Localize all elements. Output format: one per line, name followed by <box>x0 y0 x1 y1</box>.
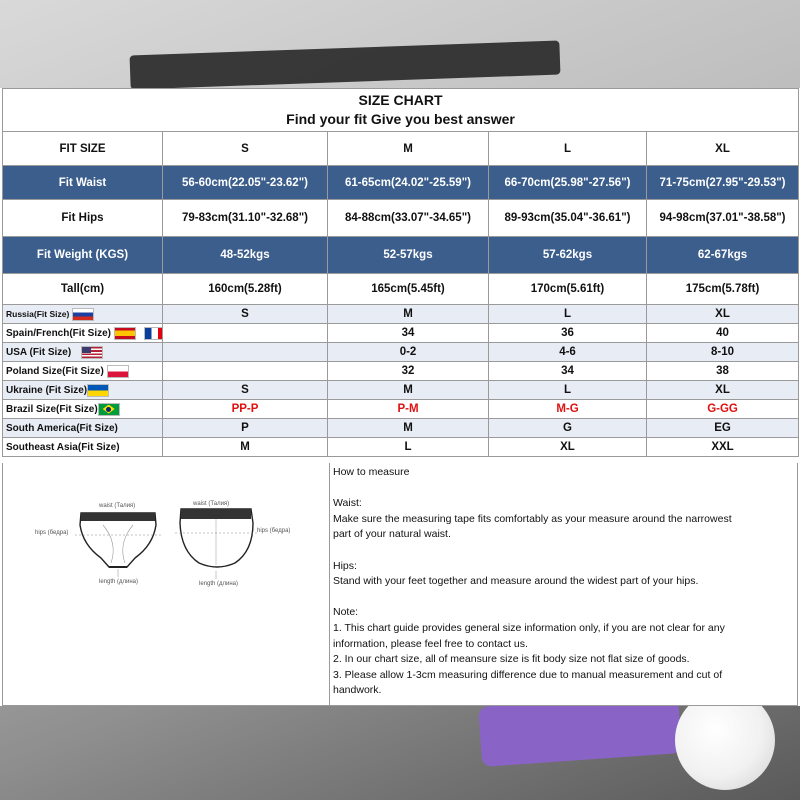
region-value: L <box>489 305 647 324</box>
region-value: PP-P <box>163 400 328 419</box>
hips-m: 84-88cm(33.07"-34.65") <box>328 200 489 237</box>
hips-l: 89-93cm(35.04"-36.61") <box>489 200 647 237</box>
measure-guide-section <box>2 463 798 706</box>
waist-diagram-label: waist (Талия) <box>99 503 136 509</box>
region-label-text: Russia(Fit Size) <box>6 308 70 319</box>
hips-diagram-label-2: hips (бедра) <box>257 528 291 534</box>
size-header-m: M <box>328 132 489 166</box>
region-label-text: Brazil Size(Fit Size) <box>6 403 98 415</box>
region-label-text: Ukraine (Fit Size) <box>6 384 88 396</box>
size-chart-table <box>2 88 799 457</box>
russia-flag-icon <box>72 308 94 321</box>
panties-illustration-icon <box>3 463 328 706</box>
region-label-text: Poland Size(Fit Size) <box>6 365 104 377</box>
region-value: L <box>489 381 647 400</box>
france-flag-icon <box>144 327 162 340</box>
weight-label: Fit Weight (KGS) <box>3 237 163 274</box>
region-value <box>163 324 328 343</box>
region-value: 0-2 <box>328 343 489 362</box>
region-value: M <box>328 419 489 438</box>
weight-row <box>3 237 799 274</box>
region-value: M <box>163 438 328 457</box>
region-value: P-M <box>328 400 489 419</box>
region-value: 8-10 <box>647 343 799 362</box>
waist-label: Fit Waist <box>3 166 163 200</box>
usa-flag-icon <box>81 346 103 359</box>
size-header-l: L <box>489 132 647 166</box>
region-value: 4-6 <box>489 343 647 362</box>
size-header-row <box>3 132 799 166</box>
note-title: Note: <box>333 606 359 619</box>
size-header-xl: XL <box>647 132 799 166</box>
region-value: EG <box>647 419 799 438</box>
note-1a: 1. This chart guide provides general size information only, if you are not clear for any <box>333 621 725 634</box>
region-label-south-america: South America(Fit Size) <box>3 419 163 438</box>
poland-flag-icon <box>107 365 129 378</box>
region-row-russia <box>3 305 799 324</box>
hips-title: Hips: <box>333 559 357 572</box>
region-value: XL <box>647 305 799 324</box>
weight-l: 57-62kgs <box>489 237 647 274</box>
region-row-south-america <box>3 419 799 438</box>
region-value: S <box>163 305 328 324</box>
region-value <box>163 343 328 362</box>
region-value: 34 <box>328 324 489 343</box>
region-value: XXL <box>647 438 799 457</box>
size-chart-sheet <box>0 88 800 706</box>
note-3a: 3. Please allow 1-3cm measuring difference due to manual measurement and cut of <box>333 668 723 681</box>
waist-text-2: part of your natural waist. <box>333 528 451 541</box>
note-2: 2. In our chart size, all of meansure size is fit body size not flat size of goods. <box>333 653 690 666</box>
region-row-spain-france <box>3 324 799 343</box>
region-row-usa <box>3 343 799 362</box>
region-value: L <box>328 438 489 457</box>
waist-text-1: Make sure the measuring tape fits comfortably as your measure around the narrowest <box>333 512 732 525</box>
tall-label: Tall(cm) <box>3 274 163 305</box>
weight-xl: 62-67kgs <box>647 237 799 274</box>
region-value: P <box>163 419 328 438</box>
region-value: M <box>328 305 489 324</box>
length-diagram-label-2: length (длина) <box>199 581 239 587</box>
region-value: 36 <box>489 324 647 343</box>
region-value: M-G <box>489 400 647 419</box>
hips-row <box>3 200 799 237</box>
tall-l: 170cm(5.61ft) <box>489 274 647 305</box>
region-label-usa <box>3 343 163 362</box>
region-value: 32 <box>328 362 489 381</box>
chart-title-text: SIZE CHART <box>358 92 443 108</box>
region-value: XL <box>647 381 799 400</box>
region-value: S <box>163 381 328 400</box>
hips-xl: 94-98cm(37.01"-38.58") <box>647 200 799 237</box>
region-value: 34 <box>489 362 647 381</box>
region-value: G <box>489 419 647 438</box>
region-value: XL <box>489 438 647 457</box>
tall-m: 165cm(5.45ft) <box>328 274 489 305</box>
how-to-measure-text <box>329 463 797 705</box>
measurement-diagram <box>3 463 328 705</box>
hips-label: Fit Hips <box>3 200 163 237</box>
waist-l: 66-70cm(25.98"-27.56") <box>489 166 647 200</box>
region-label-southeast-asia: Southeast Asia(Fit Size) <box>3 438 163 457</box>
waist-xl: 71-75cm(27.95"-29.53") <box>647 166 799 200</box>
hips-text: Stand with your feet together and measure around the widest part of your hips. <box>333 575 699 588</box>
note-3b: handwork. <box>333 684 382 697</box>
background-fabric-strip <box>130 41 561 90</box>
tall-s: 160cm(5.28ft) <box>163 274 328 305</box>
region-label-text: Spain/French(Fit Size) <box>6 327 112 339</box>
region-label-text: USA (Fit Size) <box>6 346 72 358</box>
waist-s: 56-60cm(22.05"-23.62") <box>163 166 328 200</box>
region-row-ukraine <box>3 381 799 400</box>
weight-m: 52-57kgs <box>328 237 489 274</box>
length-diagram-label: length (длина) <box>99 579 139 585</box>
how-to-measure-heading: How to measure <box>333 466 410 478</box>
waist-title: Waist: <box>333 497 362 510</box>
note-1b: information, please feel free to contact us. <box>333 637 528 650</box>
brazil-flag-icon <box>98 403 120 416</box>
waist-row <box>3 166 799 200</box>
region-label-russia <box>3 305 163 324</box>
fit-size-label: FIT SIZE <box>3 132 163 166</box>
chart-subtitle: Find your fit Give you best answer <box>286 111 515 127</box>
region-label-poland <box>3 362 163 381</box>
region-value: G-GG <box>647 400 799 419</box>
hips-diagram-label: hips (бедра) <box>35 530 69 536</box>
region-label-ukraine <box>3 381 163 400</box>
ukraine-flag-icon <box>87 384 109 397</box>
region-row-southeast-asia <box>3 438 799 457</box>
region-value <box>163 362 328 381</box>
chart-title <box>3 89 799 132</box>
waist-m: 61-65cm(24.02"-25.59") <box>328 166 489 200</box>
region-row-brazil <box>3 400 799 419</box>
region-label-brazil <box>3 400 163 419</box>
region-value: 38 <box>647 362 799 381</box>
size-header-s: S <box>163 132 328 166</box>
tall-xl: 175cm(5.78ft) <box>647 274 799 305</box>
weight-s: 48-52kgs <box>163 237 328 274</box>
region-row-poland <box>3 362 799 381</box>
region-value: 40 <box>647 324 799 343</box>
spain-flag-icon <box>114 327 136 340</box>
hips-s: 79-83cm(31.10"-32.68") <box>163 200 328 237</box>
waist-diagram-label-2: waist (Талия) <box>193 501 230 507</box>
region-value: M <box>328 381 489 400</box>
region-label-spain-france <box>3 324 163 343</box>
tall-row <box>3 274 799 305</box>
